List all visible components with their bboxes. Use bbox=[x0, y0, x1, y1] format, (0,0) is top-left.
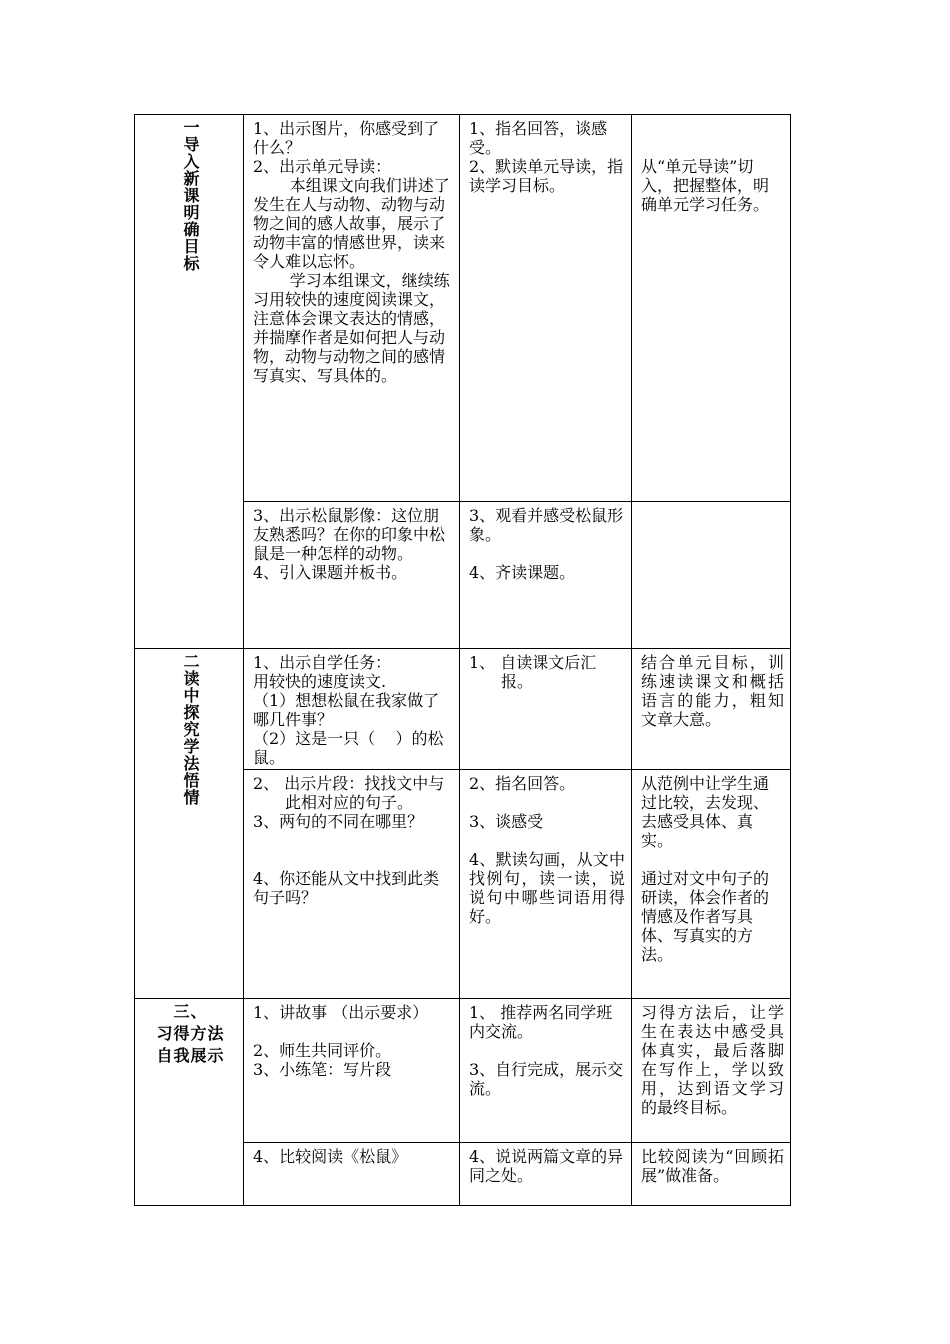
teacher-line: 学习本组课文，继续练习用较快的速度阅读课文，注意体会课文表达的情感，并揣摩作者是如何把人与动物，动物与动物之间的感情写真实、写具体的。 bbox=[253, 271, 450, 385]
student-cell bbox=[460, 770, 632, 999]
intent-cell bbox=[632, 649, 791, 770]
teacher-line: （1）想想松鼠在我家做了哪几件事？ bbox=[253, 691, 440, 729]
teacher-line: 1、出示图片，你感受到了什么？ bbox=[253, 119, 440, 157]
teacher-line: 1、出示自学任务： bbox=[253, 653, 392, 672]
student-cell bbox=[460, 999, 632, 1143]
student-line: 4、说说两篇文章的异同之处。 bbox=[469, 1147, 624, 1185]
teacher-cell bbox=[244, 999, 460, 1143]
stage-2-cell bbox=[135, 649, 244, 999]
intent-cell bbox=[632, 1143, 791, 1206]
teacher-cell bbox=[244, 115, 460, 502]
student-line: 2、默读单元导读，指读学习目标。 bbox=[469, 157, 624, 195]
intent-line: 从“单元导读”切入，把握整体，明确单元学习任务。 bbox=[641, 157, 770, 214]
student-line: 4、齐读课题。 bbox=[469, 563, 576, 582]
teacher-cell bbox=[244, 502, 460, 649]
student-cell bbox=[460, 649, 632, 770]
teacher-line: 4、引入课题并板书。 bbox=[253, 563, 408, 582]
stage-3-cell bbox=[135, 999, 244, 1206]
teacher-cell bbox=[244, 1143, 460, 1206]
teacher-line: 1、讲故事 （出示要求） bbox=[253, 1003, 429, 1022]
teacher-line: （2）这是一只（ ）的松鼠。 bbox=[253, 729, 444, 767]
student-line: 2、指名回答。 bbox=[469, 774, 576, 793]
intent-line: 比较阅读为“回顾拓展”做准备。 bbox=[641, 1147, 784, 1185]
student-line: 1、 自读课文后汇报。 bbox=[469, 653, 597, 691]
teacher-line: 2、 出示片段：找找文中与此相对应的句子。 bbox=[253, 774, 445, 812]
intent-line: 通过对文中句子的研读，体会作者的情感及作者写具体、写真实的方法。 bbox=[641, 869, 770, 964]
intent-line: 从范例中让学生通过比较，去发现、去感受具体、真实。 bbox=[641, 774, 770, 850]
teacher-cell bbox=[244, 770, 460, 999]
student-line: 3、观看并感受松鼠形象。 bbox=[469, 506, 624, 544]
teacher-line: 3、小练笔：写片段 bbox=[253, 1060, 392, 1079]
student-line: 1、 推荐两名同学班内交流。 bbox=[469, 1003, 613, 1041]
intent-cell bbox=[632, 115, 791, 502]
stage-3-title-line2: 习得方法 bbox=[156, 1024, 225, 1043]
student-line: 1、指名回答，谈感受。 bbox=[469, 119, 608, 157]
teacher-line: 用较快的速度读文. bbox=[253, 672, 387, 691]
teacher-line: 2、师生共同评价。 bbox=[253, 1041, 392, 1060]
student-cell bbox=[460, 115, 632, 502]
student-line: 3、谈感受 bbox=[469, 812, 544, 831]
student-cell bbox=[460, 1143, 632, 1206]
intent-line: 结合单元目标，训练速读课文和概括语言的能力，粗知文章大意。 bbox=[641, 653, 784, 729]
intent-line: 习得方法后，让学生在表达中感受具体真实，最后落脚在写作上，学以致用，达到语文学习的最终目标。 bbox=[641, 1003, 784, 1117]
table-row bbox=[135, 649, 791, 770]
stage-1-cell bbox=[135, 115, 244, 649]
stage-1-title: 一导入新课明确目标 bbox=[181, 119, 200, 272]
teacher-line: 2、出示单元导读： bbox=[253, 157, 392, 176]
student-cell bbox=[460, 502, 632, 649]
lesson-plan-table bbox=[134, 114, 791, 1206]
stage-3-title-line3: 自我展示 bbox=[156, 1046, 225, 1065]
teacher-line: 本组课文向我们讲述了发生在人与动物、动物与动物之间的感人故事，展示了动物丰富的情感世界，读来令人难以忘怀。 bbox=[253, 176, 450, 271]
intent-cell bbox=[632, 502, 791, 649]
stage-2-title: 二读中探究学法悟情 bbox=[181, 653, 200, 806]
table-row bbox=[135, 999, 791, 1143]
teacher-line: 3、两句的不同在哪里？ bbox=[253, 812, 424, 831]
table-row bbox=[135, 115, 791, 502]
teacher-line: 3、出示松鼠影像：这位朋友熟悉吗？在你的印象中松鼠是一种怎样的动物。 bbox=[253, 506, 446, 563]
teacher-cell bbox=[244, 649, 460, 770]
teacher-line: 4、你还能从文中找到此类句子吗？ bbox=[253, 869, 440, 907]
stage-3-title-line1: 三、 bbox=[173, 1002, 208, 1021]
student-line: 4、默读勾画，从文中找例句，读一读，说说句中哪些词语用得好。 bbox=[469, 850, 625, 926]
intent-cell bbox=[632, 999, 791, 1143]
teacher-line: 4、比较阅读《松鼠》 bbox=[253, 1147, 408, 1166]
intent-cell bbox=[632, 770, 791, 999]
student-line: 3、自行完成，展示交流。 bbox=[469, 1060, 624, 1098]
